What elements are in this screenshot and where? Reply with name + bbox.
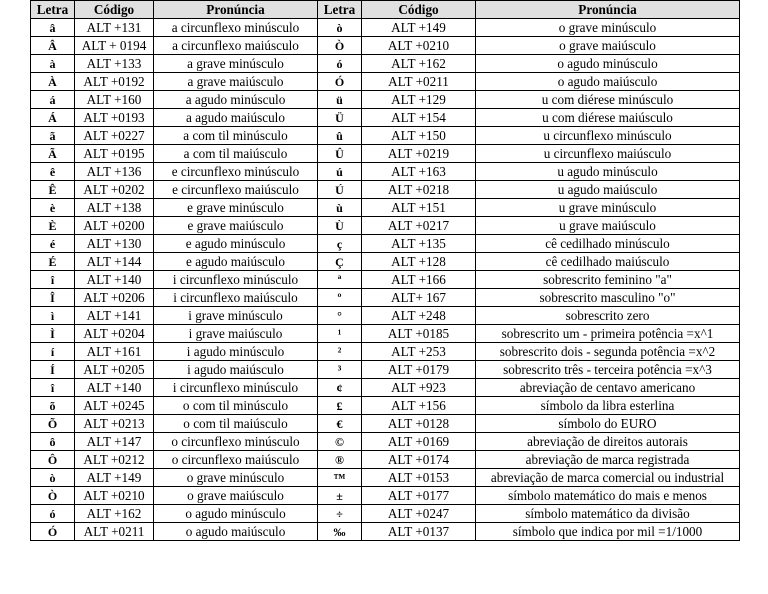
table-row: [31, 217, 740, 235]
cell-pronuncia-2: abreviação de marca comercial ou industrial: [476, 469, 740, 487]
cell-pronuncia-1: a agudo maiúsculo: [154, 109, 318, 127]
cell-pronuncia-1: o grave minúsculo: [154, 469, 318, 487]
cell-letra-2: Ù: [318, 217, 362, 235]
cell-letra-1: À: [31, 73, 75, 91]
cell-pronuncia-2: sobrescrito masculino "o": [476, 289, 740, 307]
cell-letra-2: Ç: [318, 253, 362, 271]
cell-pronuncia-2: cê cedilhado maiúsculo: [476, 253, 740, 271]
header-letra-1: Letra: [31, 1, 75, 19]
cell-codigo-2: ALT +923: [362, 379, 476, 397]
table-row: [31, 415, 740, 433]
cell-codigo-2: ALT +149: [362, 19, 476, 37]
cell-codigo-2: ALT +248: [362, 307, 476, 325]
cell-letra-2: Ò: [318, 37, 362, 55]
cell-letra-1: Á: [31, 109, 75, 127]
cell-pronuncia-1: e agudo minúsculo: [154, 235, 318, 253]
cell-codigo-2: ALT +166: [362, 271, 476, 289]
table-row: [31, 523, 740, 541]
cell-codigo-1: ALT +0195: [75, 145, 154, 163]
cell-letra-1: É: [31, 253, 75, 271]
cell-pronuncia-1: o agudo minúsculo: [154, 505, 318, 523]
cell-pronuncia-1: i circunflexo minúsculo: [154, 379, 318, 397]
cell-codigo-1: ALT +0211: [75, 523, 154, 541]
cell-letra-1: ã: [31, 127, 75, 145]
table-row: [31, 307, 740, 325]
cell-pronuncia-1: a agudo minúsculo: [154, 91, 318, 109]
cell-letra-1: Î: [31, 289, 75, 307]
cell-codigo-2: ALT +253: [362, 343, 476, 361]
cell-pronuncia-2: o grave minúsculo: [476, 19, 740, 37]
cell-codigo-2: ALT +129: [362, 91, 476, 109]
cell-pronuncia-1: i circunflexo maiúsculo: [154, 289, 318, 307]
cell-codigo-1: ALT +161: [75, 343, 154, 361]
cell-codigo-2: ALT+ 167: [362, 289, 476, 307]
table-row: [31, 181, 740, 199]
table-row: [31, 469, 740, 487]
cell-pronuncia-2: u com diérese maiúsculo: [476, 109, 740, 127]
table-row: [31, 487, 740, 505]
cell-pronuncia-1: o com til maiúsculo: [154, 415, 318, 433]
cell-pronuncia-1: e grave maiúsculo: [154, 217, 318, 235]
cell-pronuncia-1: e circunflexo minúsculo: [154, 163, 318, 181]
cell-letra-2: ™: [318, 469, 362, 487]
cell-letra-2: ç: [318, 235, 362, 253]
cell-letra-2: ÷: [318, 505, 362, 523]
cell-letra-2: ò: [318, 19, 362, 37]
cell-pronuncia-1: o circunflexo maiúsculo: [154, 451, 318, 469]
cell-pronuncia-1: i circunflexo minúsculo: [154, 271, 318, 289]
cell-codigo-2: ALT +0177: [362, 487, 476, 505]
cell-codigo-1: ALT +144: [75, 253, 154, 271]
table-row: [31, 379, 740, 397]
cell-letra-1: Ó: [31, 523, 75, 541]
table-row: [31, 325, 740, 343]
cell-pronuncia-2: o agudo maiúsculo: [476, 73, 740, 91]
table-row: [31, 145, 740, 163]
cell-codigo-2: ALT +156: [362, 397, 476, 415]
table-row: [31, 37, 740, 55]
cell-letra-1: á: [31, 91, 75, 109]
alt-codes-table: [30, 0, 740, 541]
cell-pronuncia-2: o grave maiúsculo: [476, 37, 740, 55]
cell-pronuncia-2: símbolo do EURO: [476, 415, 740, 433]
cell-codigo-1: ALT +0212: [75, 451, 154, 469]
cell-codigo-1: ALT +0205: [75, 361, 154, 379]
cell-letra-1: ê: [31, 163, 75, 181]
cell-pronuncia-1: e agudo maiúsculo: [154, 253, 318, 271]
header-codigo-1: Código: [75, 1, 154, 19]
cell-letra-2: ±: [318, 487, 362, 505]
table-row: [31, 55, 740, 73]
cell-pronuncia-2: u circunflexo maiúsculo: [476, 145, 740, 163]
cell-letra-2: £: [318, 397, 362, 415]
cell-pronuncia-2: símbolo matemático do mais e menos: [476, 487, 740, 505]
cell-codigo-1: ALT +138: [75, 199, 154, 217]
table-row: [31, 433, 740, 451]
cell-codigo-1: ALT +0245: [75, 397, 154, 415]
cell-letra-1: õ: [31, 397, 75, 415]
table-row: [31, 397, 740, 415]
cell-letra-2: ‰: [318, 523, 362, 541]
table-row: [31, 109, 740, 127]
table-row: [31, 289, 740, 307]
cell-codigo-1: ALT +136: [75, 163, 154, 181]
table-row: [31, 73, 740, 91]
cell-pronuncia-1: o circunflexo minúsculo: [154, 433, 318, 451]
cell-letra-1: Ì: [31, 325, 75, 343]
cell-pronuncia-1: e circunflexo maiúsculo: [154, 181, 318, 199]
cell-codigo-2: ALT +0247: [362, 505, 476, 523]
cell-pronuncia-1: a grave minúsculo: [154, 55, 318, 73]
cell-codigo-1: ALT +0204: [75, 325, 154, 343]
cell-pronuncia-2: sobrescrito zero: [476, 307, 740, 325]
table-row: [31, 271, 740, 289]
cell-pronuncia-2: símbolo que indica por mil =1/1000: [476, 523, 740, 541]
cell-letra-1: ó: [31, 505, 75, 523]
cell-pronuncia-2: u agudo maiúsculo: [476, 181, 740, 199]
cell-letra-1: é: [31, 235, 75, 253]
cell-letra-2: Ó: [318, 73, 362, 91]
cell-letra-2: º: [318, 289, 362, 307]
cell-codigo-2: ALT +135: [362, 235, 476, 253]
cell-pronuncia-2: u agudo minúsculo: [476, 163, 740, 181]
cell-letra-1: î: [31, 379, 75, 397]
cell-letra-1: î: [31, 271, 75, 289]
cell-letra-1: Ò: [31, 487, 75, 505]
cell-letra-2: Ú: [318, 181, 362, 199]
cell-pronuncia-2: o agudo minúsculo: [476, 55, 740, 73]
cell-codigo-2: ALT +0153: [362, 469, 476, 487]
cell-letra-2: ¹: [318, 325, 362, 343]
cell-codigo-2: ALT +0169: [362, 433, 476, 451]
cell-letra-1: Â: [31, 37, 75, 55]
cell-letra-2: ¢: [318, 379, 362, 397]
cell-letra-1: è: [31, 199, 75, 217]
cell-letra-2: ©: [318, 433, 362, 451]
cell-pronuncia-2: abreviação de centavo americano: [476, 379, 740, 397]
cell-letra-2: Û: [318, 145, 362, 163]
cell-letra-1: ô: [31, 433, 75, 451]
cell-codigo-2: ALT +154: [362, 109, 476, 127]
cell-pronuncia-1: a circunflexo minúsculo: [154, 19, 318, 37]
cell-letra-2: ²: [318, 343, 362, 361]
cell-codigo-1: ALT +0206: [75, 289, 154, 307]
cell-pronuncia-2: u com diérese minúsculo: [476, 91, 740, 109]
cell-codigo-2: ALT +150: [362, 127, 476, 145]
cell-codigo-2: ALT +163: [362, 163, 476, 181]
cell-letra-2: ó: [318, 55, 362, 73]
cell-codigo-2: ALT +0128: [362, 415, 476, 433]
cell-pronuncia-1: a grave maiúsculo: [154, 73, 318, 91]
cell-pronuncia-2: sobrescrito um - primeira potência =x^1: [476, 325, 740, 343]
table-row: [31, 361, 740, 379]
cell-letra-2: ®: [318, 451, 362, 469]
cell-codigo-1: ALT +162: [75, 505, 154, 523]
header-pronuncia-1: Pronúncia: [154, 1, 318, 19]
cell-pronuncia-1: o grave maiúsculo: [154, 487, 318, 505]
table-row: [31, 235, 740, 253]
cell-codigo-2: ALT +0179: [362, 361, 476, 379]
table-row: [31, 163, 740, 181]
cell-letra-2: ³: [318, 361, 362, 379]
cell-letra-1: Í: [31, 361, 75, 379]
cell-pronuncia-2: u grave maiúsculo: [476, 217, 740, 235]
cell-letra-1: Õ: [31, 415, 75, 433]
cell-codigo-1: ALT +130: [75, 235, 154, 253]
cell-codigo-2: ALT +0218: [362, 181, 476, 199]
cell-letra-2: °: [318, 307, 362, 325]
cell-codigo-1: ALT +0193: [75, 109, 154, 127]
cell-codigo-2: ALT +0174: [362, 451, 476, 469]
table-header: [31, 1, 740, 19]
cell-codigo-1: ALT +0192: [75, 73, 154, 91]
cell-pronuncia-2: símbolo matemático da divisão: [476, 505, 740, 523]
cell-letra-2: €: [318, 415, 362, 433]
cell-codigo-1: ALT +141: [75, 307, 154, 325]
cell-codigo-2: ALT +0210: [362, 37, 476, 55]
cell-codigo-1: ALT +0210: [75, 487, 154, 505]
cell-codigo-1: ALT +149: [75, 469, 154, 487]
cell-codigo-1: ALT +133: [75, 55, 154, 73]
cell-pronuncia-2: u grave minúsculo: [476, 199, 740, 217]
cell-letra-1: â: [31, 19, 75, 37]
cell-letra-2: ù: [318, 199, 362, 217]
cell-pronuncia-2: sobrescrito três - terceira potência =x^3: [476, 361, 740, 379]
cell-pronuncia-2: sobrescrito feminino "a": [476, 271, 740, 289]
cell-codigo-2: ALT +0137: [362, 523, 476, 541]
cell-letra-1: Ê: [31, 181, 75, 199]
cell-pronuncia-2: abreviação de marca registrada: [476, 451, 740, 469]
header-codigo-2: Código: [362, 1, 476, 19]
cell-codigo-1: ALT + 0194: [75, 37, 154, 55]
table-row: [31, 19, 740, 37]
cell-pronuncia-2: u circunflexo minúsculo: [476, 127, 740, 145]
cell-pronuncia-1: i grave maiúsculo: [154, 325, 318, 343]
cell-codigo-1: ALT +160: [75, 91, 154, 109]
table-body: [31, 19, 740, 541]
table-row: [31, 199, 740, 217]
cell-codigo-1: ALT +131: [75, 19, 154, 37]
cell-codigo-2: ALT +0211: [362, 73, 476, 91]
cell-letra-1: Ô: [31, 451, 75, 469]
cell-pronuncia-1: i grave minúsculo: [154, 307, 318, 325]
header-row: [31, 1, 740, 19]
table-row: [31, 253, 740, 271]
cell-letra-2: ú: [318, 163, 362, 181]
cell-codigo-1: ALT +0200: [75, 217, 154, 235]
cell-letra-2: ª: [318, 271, 362, 289]
table-row: [31, 127, 740, 145]
cell-codigo-1: ALT +140: [75, 271, 154, 289]
cell-codigo-2: ALT +0219: [362, 145, 476, 163]
cell-letra-1: ì: [31, 307, 75, 325]
cell-codigo-1: ALT +147: [75, 433, 154, 451]
cell-pronuncia-1: a circunflexo maiúsculo: [154, 37, 318, 55]
header-letra-2: Letra: [318, 1, 362, 19]
cell-pronuncia-1: e grave minúsculo: [154, 199, 318, 217]
cell-pronuncia-1: i agudo maiúsculo: [154, 361, 318, 379]
cell-pronuncia-2: símbolo da libra esterlina: [476, 397, 740, 415]
table-row: [31, 451, 740, 469]
cell-pronuncia-2: abreviação de direitos autorais: [476, 433, 740, 451]
cell-codigo-2: ALT +0185: [362, 325, 476, 343]
cell-codigo-2: ALT +128: [362, 253, 476, 271]
cell-letra-1: È: [31, 217, 75, 235]
cell-letra-1: ò: [31, 469, 75, 487]
cell-codigo-2: ALT +162: [362, 55, 476, 73]
cell-codigo-2: ALT +0217: [362, 217, 476, 235]
cell-pronuncia-1: a com til maiúsculo: [154, 145, 318, 163]
cell-codigo-1: ALT +0202: [75, 181, 154, 199]
cell-letra-1: à: [31, 55, 75, 73]
table-row: [31, 91, 740, 109]
cell-codigo-1: ALT +140: [75, 379, 154, 397]
cell-pronuncia-2: sobrescrito dois - segunda potência =x^2: [476, 343, 740, 361]
cell-letra-1: í: [31, 343, 75, 361]
cell-pronuncia-2: cê cedilhado minúsculo: [476, 235, 740, 253]
cell-codigo-1: ALT +0213: [75, 415, 154, 433]
cell-letra-2: Ü: [318, 109, 362, 127]
cell-letra-1: Ã: [31, 145, 75, 163]
cell-codigo-1: ALT +0227: [75, 127, 154, 145]
cell-pronuncia-1: a com til minúsculo: [154, 127, 318, 145]
cell-letra-2: ü: [318, 91, 362, 109]
header-pronuncia-2: Pronúncia: [476, 1, 740, 19]
cell-pronuncia-1: o agudo maiúsculo: [154, 523, 318, 541]
cell-pronuncia-1: o com til minúsculo: [154, 397, 318, 415]
cell-letra-2: û: [318, 127, 362, 145]
cell-codigo-2: ALT +151: [362, 199, 476, 217]
cell-pronuncia-1: i agudo minúsculo: [154, 343, 318, 361]
table-row: [31, 343, 740, 361]
table-row: [31, 505, 740, 523]
